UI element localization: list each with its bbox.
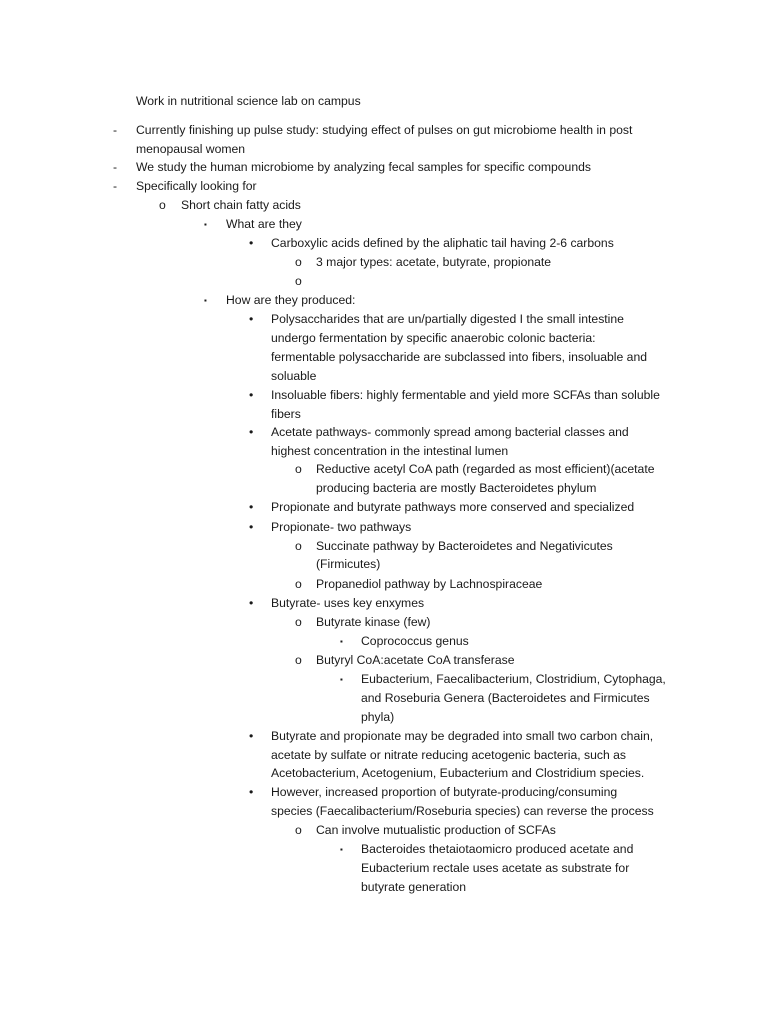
list-item-text: Coprococcus genus (361, 634, 469, 648)
list-item-text: 3 major types: acetate, butyrate, propionate (316, 255, 552, 269)
list-item-text: Acetate pathways- commonly spread among bacterial classes and (271, 425, 629, 439)
list-item-text: However, increased proportion of butyrate-producing/consuming (271, 785, 618, 799)
list-item-text: undergo fermentation by specific anaerobic colonic bacteria: (271, 331, 596, 345)
list-item-text: Butyrate and propionate may be degraded into small two carbon chain, (271, 729, 654, 743)
list-item-text: species (Faecalibacterium/Roseburia species) can reverse the process (271, 804, 654, 818)
list-item-text: Butyrate- uses key enxymes (271, 596, 425, 610)
list-item-text: Butyrate kinase (few) (316, 615, 431, 629)
list-item-text: Acetobacterium, Acetogenium, Eubacterium and Clostridium species. (271, 766, 645, 780)
bullet-marker: o (159, 198, 166, 212)
list-item-text: Insoluable fibers: highly fermentable and yield more SCFAs than soluble (271, 388, 660, 402)
list-item-text: Currently finishing up pulse study: studying effect of pulses on gut microbiome health in post (136, 123, 633, 137)
bullet-marker: • (249, 312, 254, 326)
bullet-marker: o (295, 255, 302, 269)
list-item-text: We study the human microbiome by analyzing fecal samples for specific compounds (136, 160, 591, 174)
bullet-marker: o (295, 823, 302, 837)
bullet-marker: o (295, 653, 302, 667)
bullet-marker: ▪ (204, 220, 207, 229)
list-item-text: phyla) (361, 710, 395, 724)
bullet-marker: o (295, 577, 302, 591)
list-item-text: How are they produced: (226, 293, 356, 307)
list-item-text: menopausal women (136, 142, 246, 156)
list-item-text: Butyryl CoA:acetate CoA transferase (316, 653, 515, 667)
list-item-text: highest concentration in the intestinal lumen (271, 444, 509, 458)
list-item-text: Carboxylic acids defined by the aliphatic tail having 2-6 carbons (271, 236, 614, 250)
bullet-marker: - (113, 123, 118, 137)
bullet-marker: o (295, 539, 302, 553)
bullet-marker: • (249, 596, 254, 610)
bullet-marker: • (249, 500, 254, 514)
bullet-marker: • (249, 520, 254, 534)
list-item-text: Propionate and butyrate pathways more conserved and specialized (271, 500, 635, 514)
list-item-text: fibers (271, 407, 301, 421)
list-item-text: Short chain fatty acids (181, 198, 301, 212)
bullet-marker: • (249, 785, 254, 799)
list-item-text: soluable (271, 369, 317, 383)
list-item-text: Eubacterium, Faecalibacterium, Clostridium, Cytophaga, (361, 672, 666, 686)
bullet-marker: • (249, 425, 254, 439)
list-item-text: Specifically looking for (136, 179, 257, 193)
bullet-marker: ▪ (340, 845, 343, 854)
list-item-text: acetate by sulfate or nitrate reducing acetogenic bacteria, such as (271, 748, 627, 762)
list-item-text: butyrate generation (361, 880, 467, 894)
list-item-text: Polysaccharides that are un/partially digested I the small intestine (271, 312, 624, 326)
bullet-marker: - (113, 160, 118, 174)
bullet-marker: - (113, 179, 118, 193)
list-item-text: Succinate pathway by Bacteroidetes and Negativicutes (316, 539, 613, 553)
list-item-text: Can involve mutualistic production of SCFAs (316, 823, 556, 837)
list-item-text: (Firmicutes) (316, 557, 381, 571)
heading-text: Work in nutritional science lab on campus (136, 94, 361, 108)
bullet-marker: o (295, 462, 302, 476)
list-item-text: What are they (226, 217, 302, 231)
bullet-marker: ▪ (340, 637, 343, 646)
list-item-text: fermentable polysaccharide are subclassed into fibers, insoluable and (271, 350, 648, 364)
bullet-marker: ▪ (204, 296, 207, 305)
list-item-text: Propanediol pathway by Lachnospiraceae (316, 577, 543, 591)
list-item-text: Propionate- two pathways (271, 520, 412, 534)
bullet-marker: o (295, 615, 302, 629)
list-item-text: Reductive acetyl CoA path (regarded as most efficient)(acetate (316, 462, 655, 476)
list-item-text: producing bacteria are mostly Bacteroidetes phylum (316, 481, 597, 495)
list-item-text: Bacteroides thetaiotaomicro produced acetate and (361, 842, 634, 856)
bullet-marker: • (249, 388, 254, 402)
bullet-marker: o (295, 274, 302, 288)
bullet-marker: ▪ (340, 675, 343, 684)
list-item-text: and Roseburia Genera (Bacteroidetes and Firmicutes (361, 691, 650, 705)
bullet-marker: • (249, 729, 254, 743)
bullet-marker: • (249, 236, 254, 250)
list-item-text: Eubacterium rectale uses acetate as substrate for (361, 861, 630, 875)
